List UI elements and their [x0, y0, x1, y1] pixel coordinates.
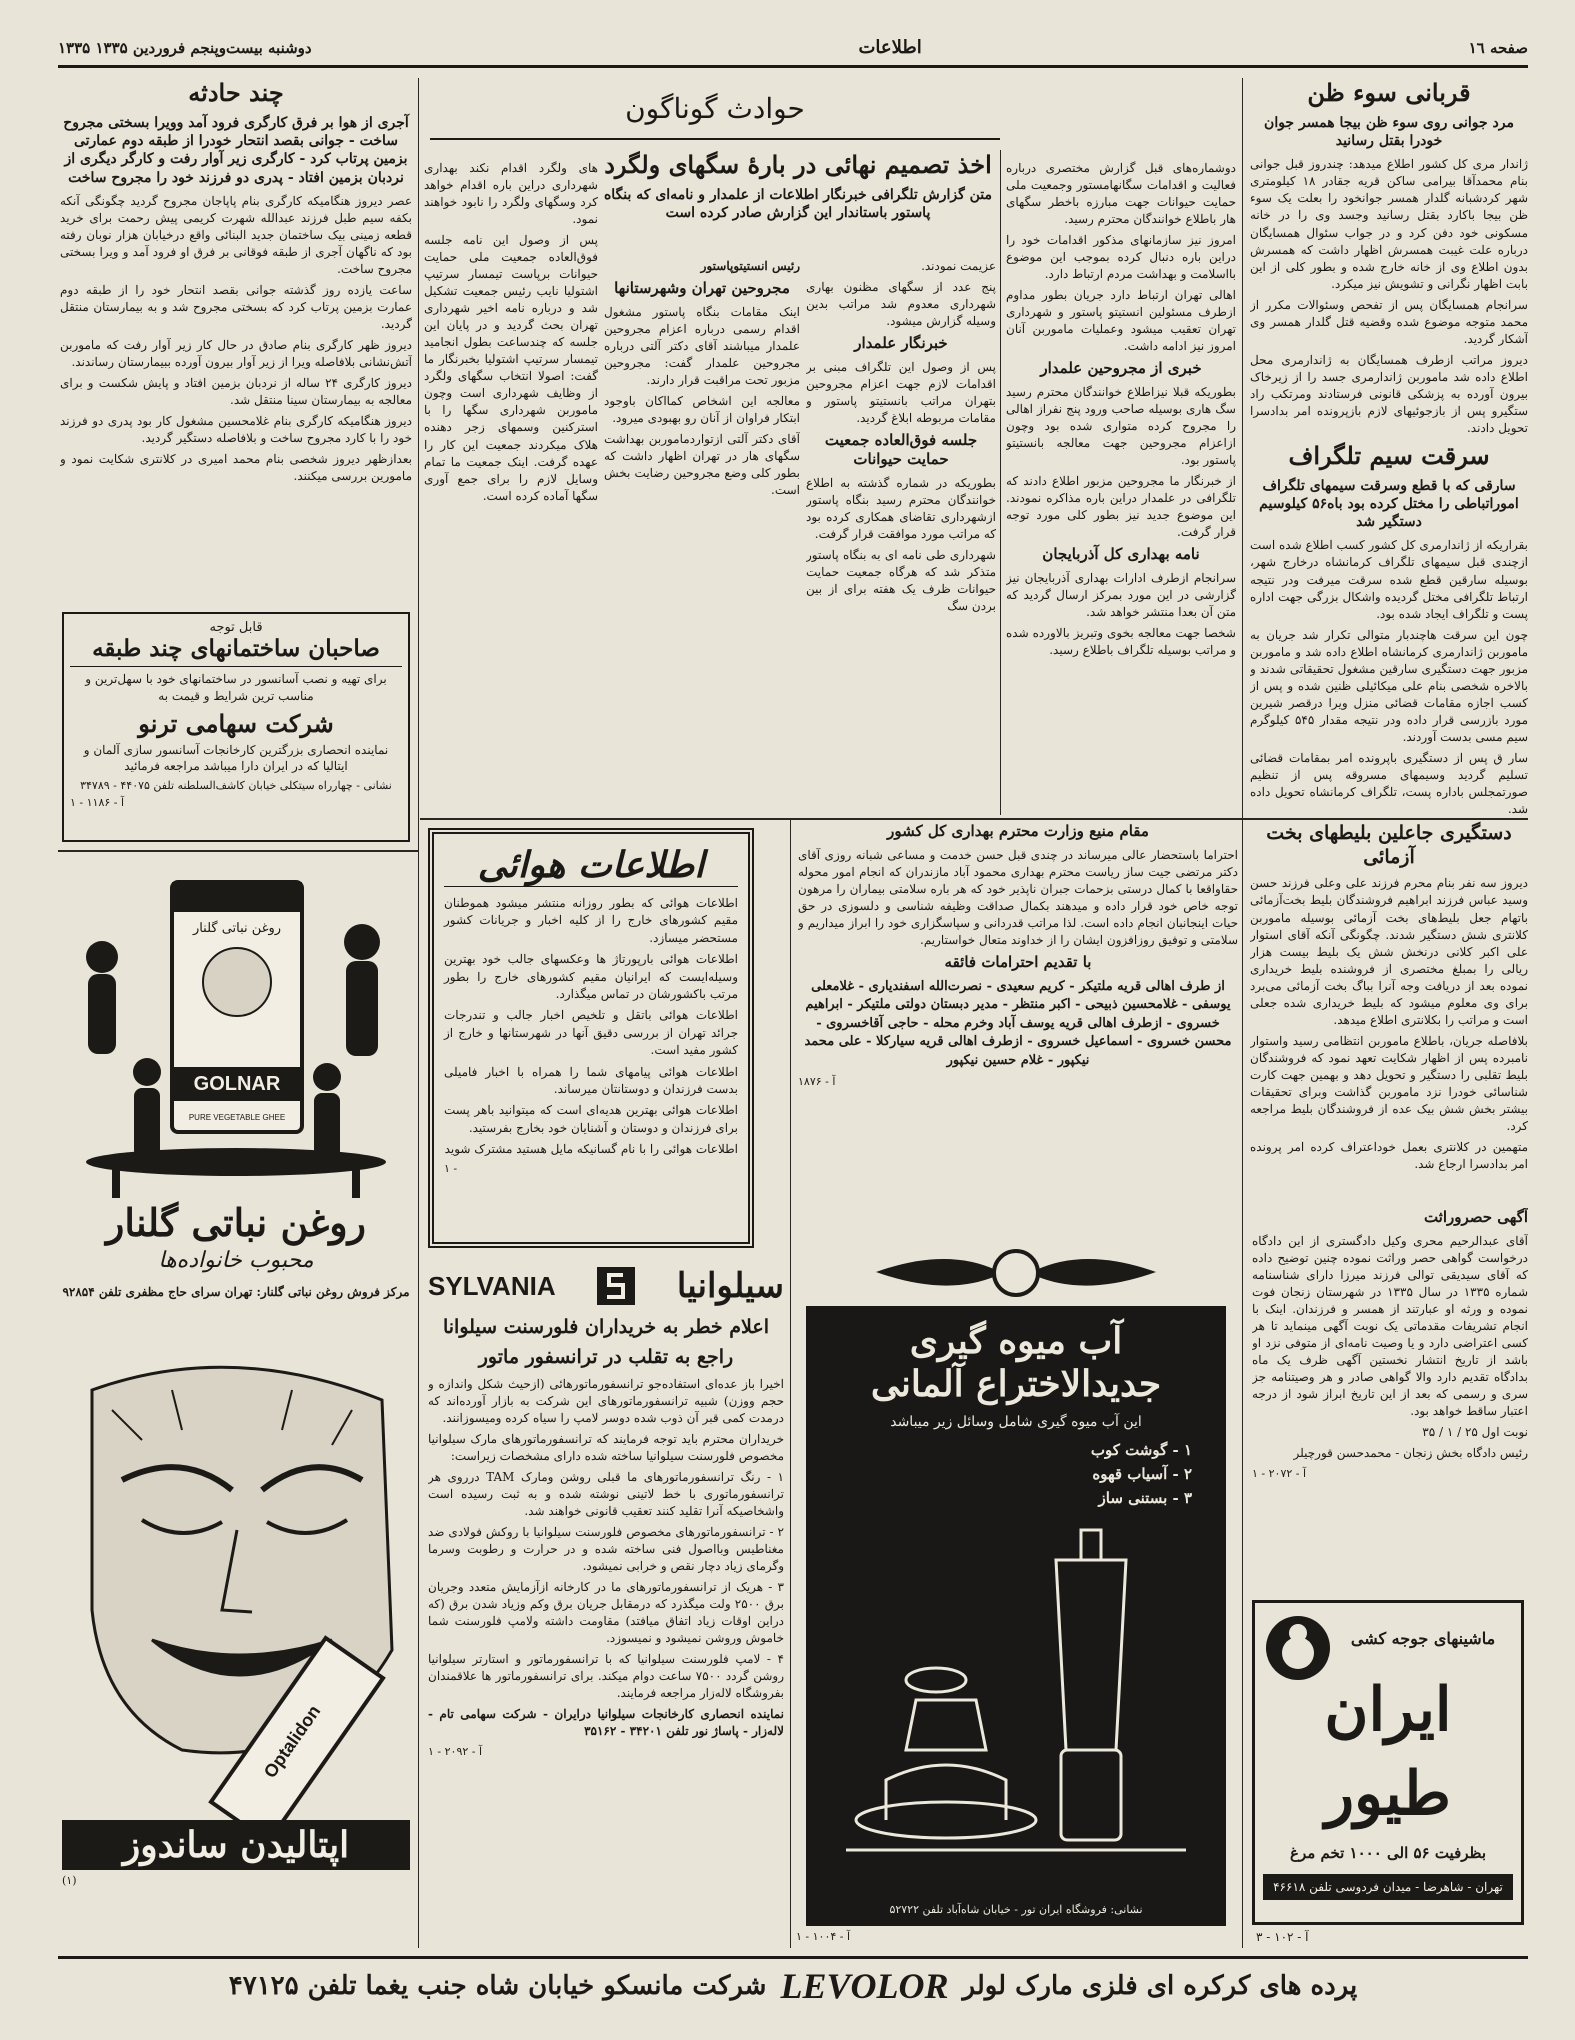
- article-paragraph: پنج عدد از سگهای مظنون بهاری شهرداری معدوم شد مراتب بدین وسیله گزارش میشود.: [806, 280, 996, 329]
- section-title: مجروحین تهران وشهرستانها: [614, 279, 790, 298]
- ad-tornado-elevator: [62, 612, 410, 842]
- ad-paragraph: ۲ - ترانسفورماتورهای مخصوص فلورسنت سیلوانیا با روکش فولادی ضد مغناطیس وبااصول فنی ساخته شده و در حرارت و رطوبت وسرما وگرمای زیاد دچار نقص و خرابی نمیشود.: [428, 1525, 784, 1574]
- ad-iran-tyour: [1252, 1600, 1524, 1925]
- ad-item: اطلاعات هوائی که بطور روزانه منتشر میشود هموطنان مقیم کشورهای خارج را از کلیه اخبار و جریانات کشور مستحضر میسازد.: [444, 896, 738, 945]
- article-paragraph: بعدازظهر دیروز شخصی بنام محمد امیری در کلانتری شکایت نمود و مامورین بررسی میکنند.: [60, 452, 412, 484]
- ad-paragraph: ۱ - رنگ ترانسفورماتورهای ما قبلی روشن ومارک TAM درروی هر ترانسفورماتوری با خط لاتینی نوشته شده و به ثبت رسیده است واشخاصیکه آنرا تقلید کنند تعقیب قانونی خواهند شد.: [428, 1469, 784, 1518]
- article-paragraph: سرانجام ازطرف ادارات بهداری آذربایجان نیز گزارشی در این مورد بمرکز ارسال گردید که متن آن بعدا منتشر خواهد شد.: [1006, 571, 1236, 620]
- ad-golnar-ghee: [62, 862, 410, 1337]
- winged-logo-icon: [866, 1242, 1166, 1302]
- feature-item: ۲ - آسیاب قهوه: [1092, 1465, 1192, 1484]
- article-paragraph: اهالی تهران ارتباط دارد جریان بطور مداوم ازطرف مسئولین انستیتو پاستور و شهرداری تهران تعقیب میشود وعملیات ماموربن آنان امروز نیز ادامه داشت.: [1006, 288, 1236, 354]
- medicine-box-label: Optalidon: [259, 1701, 325, 1782]
- feature-column-3: [424, 160, 598, 813]
- chick-icon: [1263, 1613, 1333, 1683]
- article-paragraph: امروز نیز سازمانهای مذکور اقدامات خود را دراین باره دنبال کرده بموجب این موضوع بااسلامت و بهداشت مردم ارتباط دارد.: [1006, 233, 1236, 282]
- headline-lottery-forgers: دستگیری جاعلین بلیطهای بخت آزمائی: [1266, 821, 1512, 868]
- headline-telegraph-theft: سرقت سیم تلگراف: [1288, 440, 1490, 470]
- notice-body: احتراما باستحضار عالی میرساند در چندی قبل حسن خدمت و مساعی شبانه روزی آقای دکتر مرتضی جیت ساز ریاست محترم بهداری محمود آباد مازندران که انجام امور محوله حقاواقعا با کمال درستی بزحمات جبران ناپذیر خود که هر باره سلامتی بیماران را مرهون توجه خاص خود قرار داده و میدهند بکمال صداقت وظیفه شناسی و دلسوزی در حق حیات اینجانبان انجام داده است. لذا مراتب قدردانی و سپاسگزاری خود را ابراز میداریم و سلامتی و توفیق روزافزون ایشان را از خداوند متعال خواستاریم.: [798, 847, 1238, 947]
- ad-headline: اعلام خطر به خریداران فلورسنت سیلوانا: [442, 1316, 770, 1339]
- subhead-accidents: آجری از هوا بر فرق کارگری فرود آمد وویرا بسختی مجروح ساخت - جوانی بقصد انتحار خودرا از طبقه دوم عمارتی بزمین پرتاب کرد - کارگری زیر آوار رفت و کارگر دیگری از نردبان بزمین افتاد - پدری دو فرزند خود را مجروح ساخت: [63, 115, 409, 186]
- subhead-suspicion-murder: مرد جوانی روی سوء ظن بیجا همسر جوان خودرا بقتل رسانید: [1264, 115, 1514, 150]
- notice-signers: از طرف اهالی قریه ملتیکر - کریم سعیدی - نصرت‌الله اسفندیاری - غلامعلی یوسفی - غلامحسین ذبیحی - اکبر منتظر - مدیر دبستان دولتی ملتیکر - ابراهیم خسروی - ازطرف اهالی قریه یوسف آباد وخرم محله - حاجی آقاخسروی - محسن خسروی - اسماعیل خسروی - ازطرف اهالی قریه سیارکلا - علی محمد نیکپور - غلام حسین نیکپور: [804, 978, 1232, 1068]
- ad-top-line: قابل توجه: [209, 620, 263, 635]
- ad-address: نشانی - چهارراه سیتکلی خیابان کاشف‌السلطنه تلفن ۴۴۰۷۵ - ۳۴۷۸۹: [80, 779, 392, 793]
- feature-item: ۳ - بستنی ساز: [1098, 1489, 1192, 1508]
- ad-juicer: [796, 1238, 1236, 1948]
- section-banner: [430, 92, 1000, 140]
- article-paragraph: سرانجام همسایگان پس از تفحص وسئوالات مکرر از محمد متوجه موضوع شده وقضیه قتل گلدار همسر وی آشکار گردید.: [1250, 297, 1528, 346]
- feature-headline: اخذ تصمیم نهائی در بارهٔ سگهای ولگرد: [604, 150, 992, 179]
- article-paragraph: عصر دیروز هنگامیکه کارگری بنام پاپاجان مجروح گردید چگونگی آنکه بکفه سیم طبل فرزند عبدالله شهرت کریمی پیش رحمت برای خرید قطعه زمینی بیک ساختمان جدید البنائی واقع درخیابان هزار نوبان رفته بود که ناگهان آجری از طبقه فوقانی بر فرق او فرود آمد و ویرا بسختی مجروح ساخت.: [60, 193, 412, 276]
- page-header: [58, 30, 1528, 68]
- ad-optalidon: [62, 1350, 410, 1905]
- article-paragraph: از خبرنگار ما مجروحین مزبور اطلاع دادند که تلگرافی در علمدار دراین باره مذاکره نمودند. این موضوع جدید نیز بطور کلی مورد توجه قرار گرفت.: [1006, 474, 1236, 540]
- ad-footer: مرکز فروش روغن نباتی گلنار: تهران سرای حاج مظفری تلفن ۹۲۸۵۴: [62, 1284, 410, 1299]
- legal-notice-code: آ - ۲۰۷۲ - ۱: [1252, 1467, 1307, 1481]
- article-paragraph: ژاندار مری کل کشور اطلاع میدهد: چندروز قبل جوانی بنام محمدآقا بیرامی ساکن قریه جقادر ۱۸ کیلومتری شهر کردشبانه گلدار همسر جوانخود را بعلت یک سوء ظن بیجا باکارد بقتل رسانید وجسد وی را در خانه مسکونی خود دفن کرد و در جواب سئوال همسایگان درباره علت غیبت همسرش اظهار داشت که همسرش بدون اطلاع وی از خانه خارج شده و بطور کلی از این بابت اظهار نگرانی و تشویش نیز میکرد.: [1250, 157, 1528, 291]
- feature-column-2: [604, 258, 800, 813]
- ad-slogan: روغن نباتی گلنار: [106, 1200, 366, 1245]
- strip-text-pre: پرده های کرکره ای فلزی مارک لولر: [962, 1970, 1358, 2001]
- article-paragraph: اینک مقامات بنگاه پاستور مشغول اقدام رسمی درباره اعزام مجروحین علمدار میباشند آقای دکتر آلتی درباره مجروحین علمدار گفت: مجروحین مزبور تحت مراقبت قرار دارند.: [604, 304, 800, 387]
- article-paragraph: آقای دکتر آلتی ازتواردماموربن بهداشت سگهای هار در تهران اظهار داشت که بطور کلی وضع مجروحین رضایت بخش است.: [604, 432, 800, 498]
- ad-body2: نماینده انحصاری بزرگترین کارخانجات آسانسور سازی آلمان و ایتالیا که در ایران دارا میباشد مراجعه فرمائید: [83, 742, 389, 774]
- ad-title: اطلاعات هوائی: [444, 844, 738, 887]
- ad-code: (۱): [62, 1874, 77, 1887]
- ad-paragraph: ۳ - هریک از ترانسفورماتورهای ما در کارخانه ازآزمایش متعدد وجریان برق ۲۵۰۰ ولت میگذرد که درمقابل جریان برق وکم وزیاد شدن برق (که دراین اوقات زیاد اتفاق میافتد) مقاومت داشته ولامپ فلورسنت شما خاموش وروشن نمیشود و نمیسوزد.: [428, 1580, 784, 1646]
- article-paragraph: پس از وصول این نامه جلسه فوق‌العاده جمعیت ملی حمایت حیوانات برپاست تیمسار سرتیپ اشتولیا نایب رئیس جمعیت تشکیل شد و درباره نامه اخیر شهرداری تهران بحث گردید و در پایان این جلسه که چندساعت بطول انجامید تیمسار سرتیپ اشتولیا بخبرنگار ما گفت: اصولا انتخاب سگهای ولگرد از وظایف شهرداری است وچون ماموربن شهرداری سگها را با استرکنین وسمهای زجر دهنده هلاک میکردند جمعیت این کار را عهده گرفت. اینک جمعیت ما تمام وسایل لازم را برای جمع آوری سگها آماده کرده است.: [424, 233, 598, 503]
- ad-item: اطلاعات هوائی بارپورتاژ ها وعکسهای جالب خود بهترین وسیله‌ایست که ایرانیان مقیم کشورهای خارج را بطور مرتب باکشورشان در تماس میگذارد.: [444, 952, 738, 1001]
- article-paragraph: متهمین در کلانتری بعمل خوداعتراف کرده امر پرونده امر بدادسرا ارجاع شد.: [1250, 1139, 1528, 1171]
- ad-paragraph: خریداران محترم باید توجه فرمایند که ترانسفورماتورهای مارک سیلوانیا مخصوص فلورسنت سیلوانیا ساخته شده دارای مشخصات زیراست:: [428, 1431, 784, 1463]
- legal-notice-title: آگهی حصروراثت: [1423, 1208, 1528, 1226]
- article-paragraph: شخصا جهت معالجه بخوی وتبریز بالاورده شده و مراتب بوسیله تلگراف باطلاع رسید.: [1006, 626, 1236, 658]
- article-paragraph: دیروز کارگری ۲۴ ساله از نردبان بزمین افتاد و پایش شکست و برای معالجه به بیمارستان سینا منتقل شد.: [60, 376, 412, 408]
- page-number: صفحه ١٦: [1468, 38, 1528, 57]
- article-paragraph: بطوریکه قبلا نیزاطلاع خوانندگان محترم رسید سگ هاری بوسیله صاحب ورود پنج نفراز اهالی را مجروح کرده متواری شده بود وچون ازاعزام مجروحین جهت معالجه بانستیتو پاستور بود.: [1006, 385, 1236, 468]
- article-column-right: [1250, 78, 1528, 1198]
- ad-code: آ - ۱۰۲ - ۳: [1256, 1930, 1309, 1944]
- sylvania-brand-en: SYLVANIA: [428, 1270, 556, 1301]
- strip-text-post: شرکت مانسکو خیابان شاه جنب یغما تلفن ۴۷۱۲۵: [228, 1970, 767, 2001]
- ad-headline: صاحبان ساختمانهای چند طبقه: [70, 635, 402, 667]
- article-paragraph: سار ق پس از دستگیری باپرونده امر بمقامات قضائی تسلیم گردید وسیمهای مسروقه پس از تنظیم صورتمجلس باداره پست، تلگراف کرمانشاه تحویل داده شد.: [1250, 750, 1528, 816]
- article-column-mid-right: [1006, 160, 1236, 815]
- article-paragraph: دیروز سه نفر بنام محرم فرزند علی وعلی فرزند حسن وسید عباس فرزند ابراهیم فروشندگان بلیط بخت‌آزمائی باتهام جعل بلیط‌های بخت آزمائی بوسیله ماموربن کلانتری شش دستگیر شدند. چگونگی آنکه آقای استوار علی اکبر کلانی درنخش شش یک بلیط بیست هزار ریالی را بمبلغ مختصری از فروشنده بلیط خریداری نموده بعد از دریافت وجه آنرا بباگ بخت آزمائی می‌برد برای وی معلوم میشود که بلیط خریداری شده جعلی است و مراتب را بکلانتری اطلاع میدهد.: [1250, 876, 1528, 1027]
- juicer-illustration: [826, 1520, 1206, 1890]
- ad-tagline: محبوب خانواده‌ها: [158, 1247, 314, 1273]
- ad-brand: ایران طیور: [1324, 1675, 1452, 1829]
- golnar-illustration: [62, 862, 410, 1202]
- article-paragraph: ساعت یازده روز گذشته جوانی بقصد انتحار خود را از طبقه دوم عمارت بزمین پرتاب کرد که بسختی مجروح شد و به بیمارستان منتقل گردید.: [60, 282, 412, 331]
- ad-footer: نشانی: فروشگاه ایران تور - خیابان شاه‌آباد تلفن ۵۲۷۲۲: [889, 1903, 1143, 1916]
- ad-air-edition: [428, 828, 754, 1248]
- section-title: نامه بهداری کل آذربایجان: [1042, 545, 1200, 564]
- ad-address: تهران - شاهرضا - میدان فردوسی تلفن ۴۶۶۱۸: [1263, 1874, 1513, 1900]
- legal-notice-body: آقای عبدالرحیم محری وکیل دادگستری از این دادگاه درخواست گواهی حصر وراثت نموده چنین توضیح داده که آقای سیدیقی توالی فرزند میرزا دارای شناسنامه شماره ۱۳۳۵ در سال ۱۳۳۵ در شهرستان زنجان فوت نموده و ورثه او عبارتند از همسر و فرزندان. اینک با انجام تشریفات مقدماتی یک نوبت آگهی مینماید تا هر کسی اعتراضی دارد و یا وصیت نامه‌ای از متوفی نزد او باشد از تاریخ انتشار نخستین آگهی ظرف یک ماه بدادگاه تقدیم دارد والا گواهی صادر و هر وصیتنامه جز سری و رسمی که بعد از این تاریخ ابراز شود از درجه اعتبار ساقط خواهد بود.: [1252, 1233, 1528, 1419]
- section-title: جلسه فوق‌العاده جمعیت حمایت حیوانات: [824, 431, 978, 468]
- ad-company: شرکت سهامی ترنو: [138, 708, 334, 738]
- can-label-text: روغن نباتی گلنار: [192, 921, 282, 936]
- legal-notice-court: رئیس دادگاه بخش زنجان - محمدحسن قورچیلر: [1293, 1446, 1528, 1461]
- bottom-ad-strip: [58, 1956, 1528, 2012]
- article-column-left: [60, 78, 412, 608]
- article-paragraph: شهرداری طی نامه ای به بنگاه پاستور متذکر شد که هرگاه جمعیت حمایت حیوانات ظرف یک هفته برای از بین بردن سگ: [806, 547, 996, 613]
- headline-suspicion-murder: قربانی سوء ظن: [1307, 78, 1471, 107]
- ad-sylvania: [428, 1262, 784, 1952]
- article-paragraph: های ولگرد اقدام نکند بهداری شهرداری دراین باره اقدام خواهد کرد وسگهای ولگرد را نابود خواهند نمود.: [424, 161, 598, 227]
- can-brand-en-sub: PURE VEGETABLE GHEE: [188, 1113, 286, 1122]
- notice-code: آ - ۱۸۷۶: [798, 1074, 836, 1088]
- ad-paragraph: نماینده انحصاری کارخانجات سیلوانیا درایران - شرکت سهامی تام - لاله‌زار - پاساژ نور تلفن ۳۴۲۰۱ - ۳۵۱۶۲: [428, 1707, 784, 1739]
- signature: رئیس انستیتوپاستور: [700, 259, 800, 273]
- feature-headline-block: [600, 150, 996, 250]
- section-banner-text: حوادث گوناگون: [625, 92, 805, 125]
- sylvania-brand-fa: سیلوانیا: [676, 1266, 784, 1306]
- article-paragraph: پس از وصول این تلگراف مبنی بر اقدامات لازم جهت اعزام مجروحین بتهران مراتب بانستیتو پاستور و مقامات مربوطه ابلاغ گردید.: [806, 359, 996, 425]
- ad-slogan: اپتالیدن ساندوز: [62, 1820, 410, 1870]
- ad-headline: آب میوه گیری جدیدالاختراع آلمانی: [870, 1320, 1162, 1406]
- article-paragraph: دیروز مراتب ازطرف همسایگان به ژاندارمری محل اطلاع داده شد ماموربن ژاندارمری جسد را از زیرخاک بیرون آورده به پزشکی قانونی فرستادند ومرتکب راد ستگیرو پس از بازجوئیهای لازم بازپرونده امر بدادسرا تحویل دادند.: [1250, 352, 1528, 435]
- article-paragraph: دوشماره‌های قبل گزارش مختصری درباره فعالیت و اقدامات سگانهامستور وجمعیت ملی حمایت حیوانات جهت مبارزه باخطر سگهای هار باطلاع خوانندگان محترم رسید.: [1006, 161, 1236, 227]
- can-brand-en: GOLNAR: [193, 1073, 281, 1095]
- ad-top-line: ماشینهای جوجه کشی: [1350, 1629, 1496, 1648]
- ad-code: آ - ۱۰۰۴ - ۱: [796, 1930, 851, 1943]
- issue-date: دوشنبه بیست‌وپنجم فروردین ۱۳۳۵ ۱۳۳۵: [58, 38, 312, 57]
- legal-notice-date: نوبت اول ۲۵ / ۱ / ۳۵: [1422, 1425, 1528, 1440]
- headline-accidents: چند حادثه: [188, 78, 284, 107]
- article-paragraph: بقراریکه از ژاندارمری کل کشور کسب اطلاع شده است ازچندی قبل سیمهای تلگراف کرمانشاه درخارج شهر، بوسیله سارقین قطع شده سرقت میرفت ودر نتیجه ارتباط تلگرافی مختل گردیده واشکال بزرگی جهت اداره پست و تلگراف ایجاد شده بود.: [1250, 538, 1528, 621]
- ad-paragraph: ۴ - لامپ فلورسنت سیلوانیا که با ترانسفورماتور و استارتر سیلوانیا روشن گردد ۷۵۰۰ ساعت دوام میکند. برای ترانسفورماتور ها علاقمندان بفروشگاه لاله‌زار مراجعه فرمایند.: [428, 1652, 784, 1701]
- ad-sub: بظرفیت ۵۶ الی ۱۰۰۰ تخم مرغ: [1290, 1844, 1486, 1862]
- appreciation-notice: [798, 822, 1238, 1232]
- section-title: خبرنگار علمدار: [854, 334, 948, 353]
- article-paragraph: چون این سرقت هاچندبار متوالی تکرار شد جریان به ماموربن ژاندارمری کرمانشاه اطلاع داده شد و ماموربن مزبور جهت دستگیری سارقین مشغول تحقیقاتی شدند و بالاخره شخصی بنام علی میکائیلی ظنین شده و پس از کسب اجازه مقامات قضائی منزل ویرا درقصر شیرین مورد بازرسی قرار داده ودر نتیجه مقدار ۵۴۵ کیلوگرم سیم مسی بدست آوردند.: [1250, 627, 1528, 744]
- ad-item: اطلاعات هوائی را با نام گسانیکه مایل هستید مشترک شوید: [444, 1142, 738, 1157]
- article-paragraph: بلافاصله جریان، باطلاع ماموربن انتظامی رسید واستوار نامبرده پس از اظهار شکایت تعهد نمود که فروشندگان بلیط تقلبی را دستگیر و تحویل دهد و بهمین جهت کارت شناسائی خودرا نزد ماموربن گذاشت وبرای تحقیقات بیشتر بخش شش بیک عده از فروشندگان بلیط مراجعه کرد.: [1250, 1033, 1528, 1133]
- publication-name: اطلاعات: [858, 37, 922, 58]
- notice-closing: با تقدیم احترامات فائقه: [944, 952, 1092, 971]
- feature-subhead: متن گزارش تلگرافی خبرنگار اطلاعات از علمدار و نامه‌ای که بنگاه پاستور باستاندار این گزارش صادر کرده است: [603, 187, 993, 222]
- article-paragraph: دیروز ظهر کارگری بنام صادق در حال کار زیر آوار رفت که ماموربن آتش‌نشانی بلافاصله ویرا از زیر آوار بیرون آورده ببیمارستان رساندند.: [60, 338, 412, 370]
- sylvania-logo-icon: [595, 1265, 637, 1307]
- ad-subline: این آب میوه گیری شامل وسائل زیر میباشد: [890, 1414, 1142, 1431]
- article-paragraph: عزیمت نمودند.: [921, 259, 996, 273]
- ad-item: اطلاعات هوائی باتقل و تلخیص اخبار جالب و تندرجات جرائد تهران از بررسی دقیق آنها در شهرستانها و خارج از کشور مفید است.: [444, 1008, 738, 1058]
- feature-column-1: [806, 258, 996, 813]
- subhead-telegraph-theft: سارقی که با قطع وسرقت سیمهای تلگراف اموراتباطی را مختل کرده بود باه۵۶ کیلوسیم دستگیر شد: [1259, 477, 1519, 531]
- legal-notice: [1252, 1208, 1528, 1593]
- ad-subhead: راجع به تقلب در ترانسفور ماتور: [478, 1346, 734, 1369]
- article-paragraph: بطوریکه در شماره گذشته به اطلاع خوانندگان محترم رسید بنگاه پاستور ازشهرداری تقاضای همکاری کرده بود که مراتب مورد موافقت قرار گرفت.: [806, 475, 996, 541]
- ad-paragraph: اخیرا باز عده‌ای استفاده‌جو ترانسفورماتورهائی (ازحیث شکل واندازه و حجم ووزن) شبیه ترانسفورماتورهای این شرکت به بازار آورده‌اند که درمدت کمی قبر آن ذوب شده دوسر لامپ را سیاه کرده ومیسوزانند.: [428, 1376, 784, 1425]
- ad-code: آ - ۱۱۸۶ - ۱: [70, 796, 125, 810]
- ad-code: ۱ -: [444, 1162, 458, 1176]
- feature-item: ۱ - گوشت کوب: [1090, 1441, 1192, 1460]
- ad-item: اطلاعات هوائی بهترین هدیه‌ای است که میتوانید باهر پست برای فرزندان و دوستان و آشنایان خود بخارج بفرستید.: [444, 1103, 738, 1135]
- section-title: خبری از مجروحین علمدار: [1040, 359, 1202, 378]
- strip-brand: LEVOLOR: [780, 1965, 949, 2006]
- headache-illustration: [62, 1350, 410, 1820]
- ad-item: اطلاعات هوائی پیامهای شما را همراه با اخبار فامیلی بدست فرزندان و دوستانتان میرساند.: [444, 1064, 738, 1096]
- article-paragraph: دیروز هنگامیکه کارگری بنام غلامحسین مشغول کار بود پدری دو فرزند خود را با کارد مجروح ساخت و بلافاصله دستگیر گردید.: [60, 414, 412, 446]
- article-paragraph: معالجه این اشخاص کمااکان باوجود ابتکار فراوان از آنان رو بهبودی میرود.: [604, 393, 800, 425]
- ad-code: آ - ۲۰۹۲ - ۱: [428, 1745, 483, 1759]
- ad-body: برای تهیه و نصب آسانسور در ساختمانهای خود با سهل‌ترین و مناسب ترین شرایط و قیمت به: [85, 672, 387, 703]
- notice-title: مقام منیع وزارت محترم بهداری کل کشور: [887, 822, 1149, 840]
